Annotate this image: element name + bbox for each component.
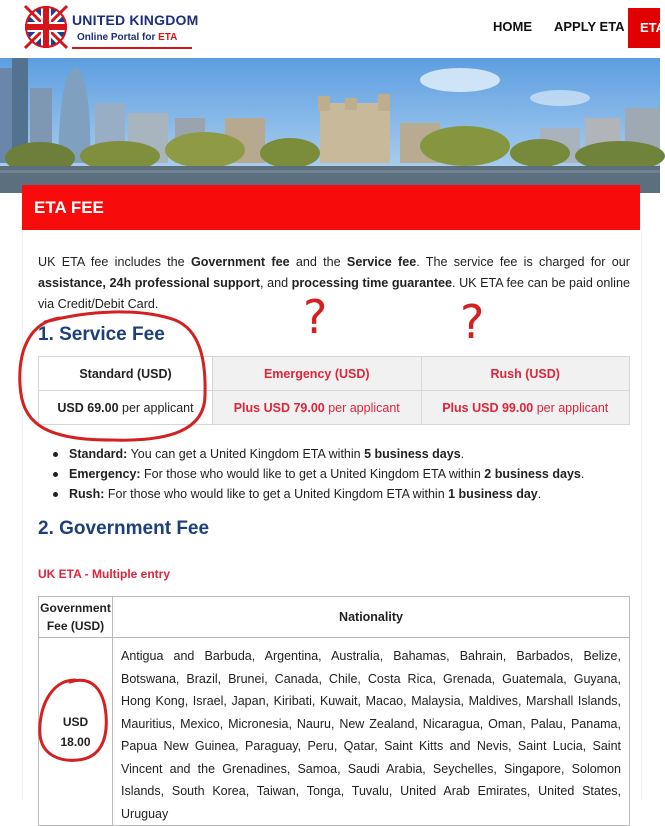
fee-header-rush: Rush (USD) [421,357,630,391]
question-mark-annotation-2: ? [460,295,485,349]
union-jack-icon [25,6,67,48]
intro-text-1: UK ETA fee includes the [38,255,191,269]
intro-bold-4: processing time guarantee [291,276,453,290]
table-row [39,357,630,391]
logo-title: UNITED KINGDOM [72,12,199,28]
table-row [39,597,630,638]
government-fee-table [38,596,630,826]
fee-amount-emergency: Plus USD 79.00 [233,400,325,415]
service-fee-bullets [53,444,633,504]
fee-value-emergency [213,391,422,425]
gov-fee-value: 18.00 [60,734,91,749]
service-fee-table [38,356,630,425]
government-fee-subheading: UK ETA - Multiple entry [38,567,170,581]
fee-header-standard: Standard (USD) [39,357,213,391]
bullet-text: For those who would like to get a United Kingdom ETA within [140,467,485,481]
gov-fee-amount [39,638,113,826]
fee-value-rush [421,391,630,425]
logo-subtitle-accent: ETA [158,32,178,43]
fee-header-emergency: Emergency (USD) [213,357,422,391]
nav-home[interactable]: HOME [493,19,532,34]
gov-fee-header-line1: Government [40,601,111,615]
bullet-end: . [537,487,542,501]
logo-subtitle [77,32,177,43]
nationality-list: Antigua and Barbuda, Argentina, Australia, Bahamas, Bahrain, Barbados, Belize, Botswana, Brazil, Brunei, Canada, Chile, Costa Rica, Grenada, Guatemala, Guyana, Hong Kong, Israel, Japan, Kiribati, Kuwait, Macao, Malaysia, Maldives, Marshall Islands, Mauritius, Mexico, Micronesia, Nauru, New Zealand, Nicaragua, Oman, Palau, Panama, Papua New Guinea, Paraguay, Peru, Qatar, Saint Kitts and Nevis, Saint Lucia, Saint Vincent and the Grenadines, Samoa, Saudi Arabia, Seychelles, Singapore, Solomon Islands, South Korea, Taiwan, Tonga, Tuvalu, United Arab Emirates, United States, Uruguay [113,638,630,826]
gov-fee-currency: USD [62,714,89,729]
government-fee-heading: 2. Government Fee [38,518,210,539]
bullet-icon [53,492,58,497]
fee-unit-standard: per applicant [118,400,194,415]
bullet-bold: 5 business days [364,447,461,461]
hero-banner-image [0,58,660,193]
bullet-term: Emergency: [69,467,141,481]
list-item [53,484,633,504]
main-content [22,230,642,821]
intro-text-4: , and [260,276,292,290]
logo-subtitle-text: Online Portal for [77,32,159,43]
fee-value-standard [39,391,213,425]
bullet-icon [53,452,58,457]
intro-bold-3: assistance, 24h professional support [38,276,261,290]
nationality-column-header: Nationality [113,597,630,638]
fee-unit-emergency: per applicant [324,400,400,415]
intro-bold-1: Government fee [190,255,290,269]
bullet-term: Standard: [69,447,128,461]
bullet-end: . [580,467,585,481]
logo-underline [72,47,192,49]
table-row [39,391,630,425]
bullet-icon [53,472,58,477]
intro-text-2: and the [289,255,347,269]
bullet-bold: 1 business day [448,487,538,501]
service-fee-heading: 1. Service Fee [38,324,165,345]
list-item [53,444,633,464]
site-header [0,0,665,58]
bullet-bold: 2 business days [484,467,581,481]
bullet-term: Rush: [69,487,105,501]
bullet-text: For those who would like to get a United Kingdom ETA within [104,487,449,501]
fee-amount-standard: USD 69.00 [57,400,119,415]
gov-fee-header-line2: Fee (USD) [46,619,105,633]
nav-cta-button[interactable]: ETA [628,8,660,48]
nav-apply-eta[interactable]: APPLY ETA [554,19,625,34]
bullet-end: . [460,447,465,461]
gov-fee-column-header [39,597,113,638]
site-logo[interactable] [25,6,199,52]
bullet-text: You can get a United Kingdom ETA within [127,447,365,461]
fee-amount-rush: Plus USD 99.00 [442,400,534,415]
intro-text-5: . UK ETA fee can be paid online via Credit/Debit Card. [38,276,630,311]
list-item [53,464,633,484]
page-title-bar [22,185,640,230]
table-row [39,638,630,826]
intro-paragraph [38,252,630,315]
question-mark-annotation-1: ? [303,290,328,344]
fee-unit-rush: per applicant [533,400,609,415]
intro-bold-2: Service fee [346,255,417,269]
intro-text-3: . The service fee is charged for our [416,255,630,269]
page-title: ETA FEE [34,198,104,217]
